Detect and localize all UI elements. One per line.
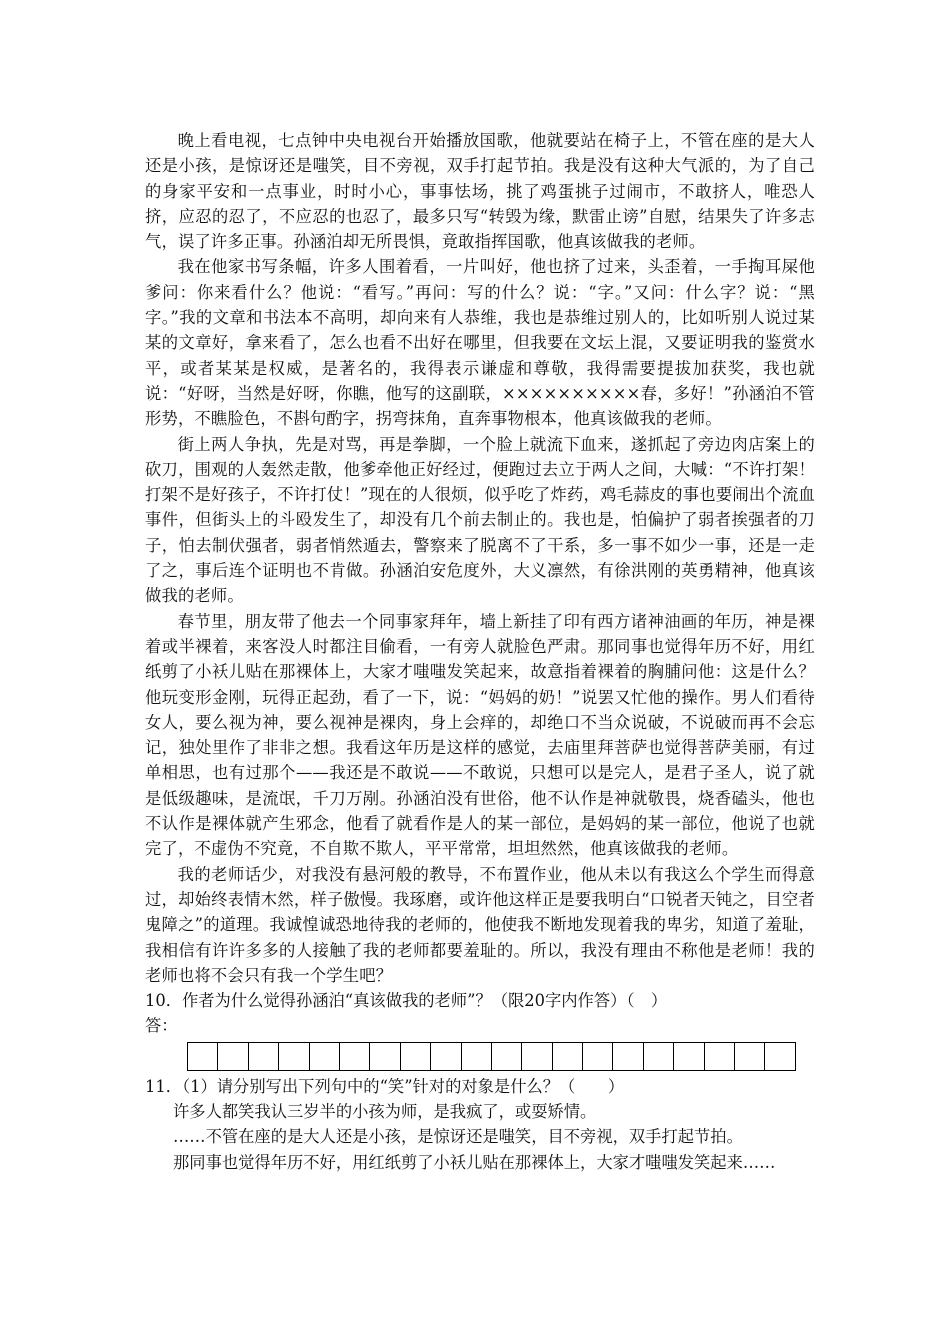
- answer-box[interactable]: [583, 1042, 613, 1071]
- answer-box[interactable]: [613, 1042, 643, 1071]
- answer-box[interactable]: [188, 1042, 218, 1071]
- answer-box[interactable]: [705, 1042, 735, 1071]
- paragraph-1: 晚上看电视，七点钟中央电视台开始播放国歌，他就要站在椅子上，不管在座的是大人还是小孩，是惊讶还是嗤笑，目不旁视，双手打起节拍。我是没有这种大气派的，为了自己的身家平安和一点事业，时时小心，事事怯场，挑了鸡蛋挑子过闹市，不敢挤人，唯恐人挤，应忍的忍了，不应忍的也忍了，最多只写“转毁为缘，默雷止谤”自慰，结果失了许多志气，误了许多正事。孙涵泊却无所畏惧，竟敢指挥国歌，他真该做我的老师。: [145, 131, 815, 252]
- question-11: 11．（1）请分别写出下列句中的“笑”针对的对象是什么？（ ）: [145, 1076, 625, 1096]
- answer-box[interactable]: [370, 1042, 400, 1071]
- answer-box[interactable]: [553, 1042, 583, 1071]
- answer-box[interactable]: [431, 1042, 461, 1071]
- answer-box[interactable]: [310, 1042, 340, 1071]
- paragraph-5: 我的老师话少，对我没有悬河般的教导，不布置作业，他从未以有我这么个学生而得意过，却始终表情木然，样子傲慢。我琢磨，或许他这样正是要我明白“口锐者天钝之，目空者鬼障之”的道理。我诚惶诚恐地待我的老师的，他使我不断地发现着我的卑劣，知道了羞耻，我相信有许许多多的人接触了我的老师都要羞耻的。所以，我没有理由不称他是老师！我的老师也将不会只有我一个学生吧？: [145, 864, 815, 985]
- answer-label: 答：: [145, 1016, 178, 1036]
- answer-box[interactable]: [401, 1042, 431, 1071]
- answer-grid[interactable]: [187, 1042, 816, 1071]
- answer-box[interactable]: [340, 1042, 370, 1071]
- answer-box[interactable]: [249, 1042, 279, 1071]
- answer-box[interactable]: [522, 1042, 552, 1071]
- answer-box[interactable]: [492, 1042, 522, 1071]
- answer-box[interactable]: [644, 1042, 674, 1071]
- answer-box[interactable]: [218, 1042, 248, 1071]
- answer-box[interactable]: [735, 1042, 765, 1071]
- quote-sentence-3: 那同事也觉得年历不好，用红纸剪了小袄儿贴在那裸体上，大家才嗤嗤发笑起来……: [173, 1152, 776, 1172]
- answer-box[interactable]: [765, 1042, 795, 1071]
- answer-box[interactable]: [674, 1042, 704, 1071]
- quote-sentence-2: ……不管在座的是大人还是小孩，是惊讶还是嗤笑，目不旁视，双手打起节拍。: [173, 1127, 743, 1147]
- paragraph-2: 我在他家书写条幅，许多人围着看，一片叫好，他也挤了过来，头歪着，一手掏耳屎他爹问：你来看什么？他说：“看写。”再问：写的什么？说：“字。”又问：什么字？说：“黑字。”我的文章和书法本不高明，却向来有人恭维，我也是恭维过别人的，比如听别人说过某某的文章好，拿来看了，怎么也看不出好在哪里，但我要在文坛上混，又要证明我的鉴赏水平，或者某某是权威，是著名的，我得表示谦虚和尊敬，我得需要提拔加获奖，我也就说：“好呀，当然是好呀，你瞧，他写的这副联，××××××××××春，多好！”孙涵泊不管形势，不瞧脸色，不斟句酌字，拐弯抹角，直奔事物根本，他真该做我的老师。: [145, 257, 815, 429]
- document-page: [145, 128, 815, 1175]
- answer-box[interactable]: [279, 1042, 309, 1071]
- paragraph-3: 街上两人争执，先是对骂，再是拳脚，一个脸上就流下血来，遂抓起了旁边肉店案上的砍刀，围观的人轰然走散，他爹牵他正好经过，便跑过去立于两人之间，大喊：“不许打架！打架不是好孩子，不许打仗！”现在的人很烦，似乎吃了炸药，鸡毛蒜皮的事也要闹出个流血事件，但街头上的斗殴发生了，却没有几个前去制止的。我也是，怕偏护了弱者挨强者的刀子，怕去制伏强者，弱者悄然遁去，警察来了脱离不了干系，多一事不如少一事，还是一走了之，事后连个证明也不肯做。孙涵泊安危度外，大义凛然，有徐洪刚的英勇精神，他真该做我的老师。: [145, 434, 815, 606]
- answer-box[interactable]: [462, 1042, 492, 1071]
- quote-sentence-1: 许多人都笑我认三岁半的小孩为师，是我疯了，或耍矫情。: [173, 1101, 597, 1121]
- question-10: 10．作者为什么觉得孙涵泊“真该做我的老师”？（限20字内作答）（ ）: [145, 991, 668, 1011]
- paragraph-4: 春节里，朋友带了他去一个同事家拜年，墙上新挂了印有西方诸神油画的年历，神是裸着或半裸着，来客没人时都注目偷看，一有旁人就脸色严肃。那同事也觉得年历不好，用红纸剪了小袄儿贴在那裸体上，大家才嗤嗤发笑起来，故意指着裸着的胸脯问他：这是什么？他玩变形金刚，玩得正起劲，看了一下，说：“妈妈的奶！”说罢又忙他的操作。男人们看待女人，要么视为神，要么视神是裸肉，身上会痒的，却绝口不当众说破，不说破而再不会忘记，独处里作了非非之想。我看这年历是这样的感觉，去庙里拜菩萨也觉得菩萨美丽，有过单相思，也有过那个——我还是不敢说——不敢说，只想可以是完人，是君子圣人，说了就是低级趣味，是流氓，千刀万剐。孙涵泊没有世俗，他不认作是神就敬畏，烧香磕头，他也不认作是裸体就产生邪念，他看了就看作是人的某一部位，是妈妈的某一部位，他说了也就完了，不虚伪不究竟，不自欺不欺人，平平常常，坦坦然然，他真该做我的老师。: [145, 611, 815, 859]
